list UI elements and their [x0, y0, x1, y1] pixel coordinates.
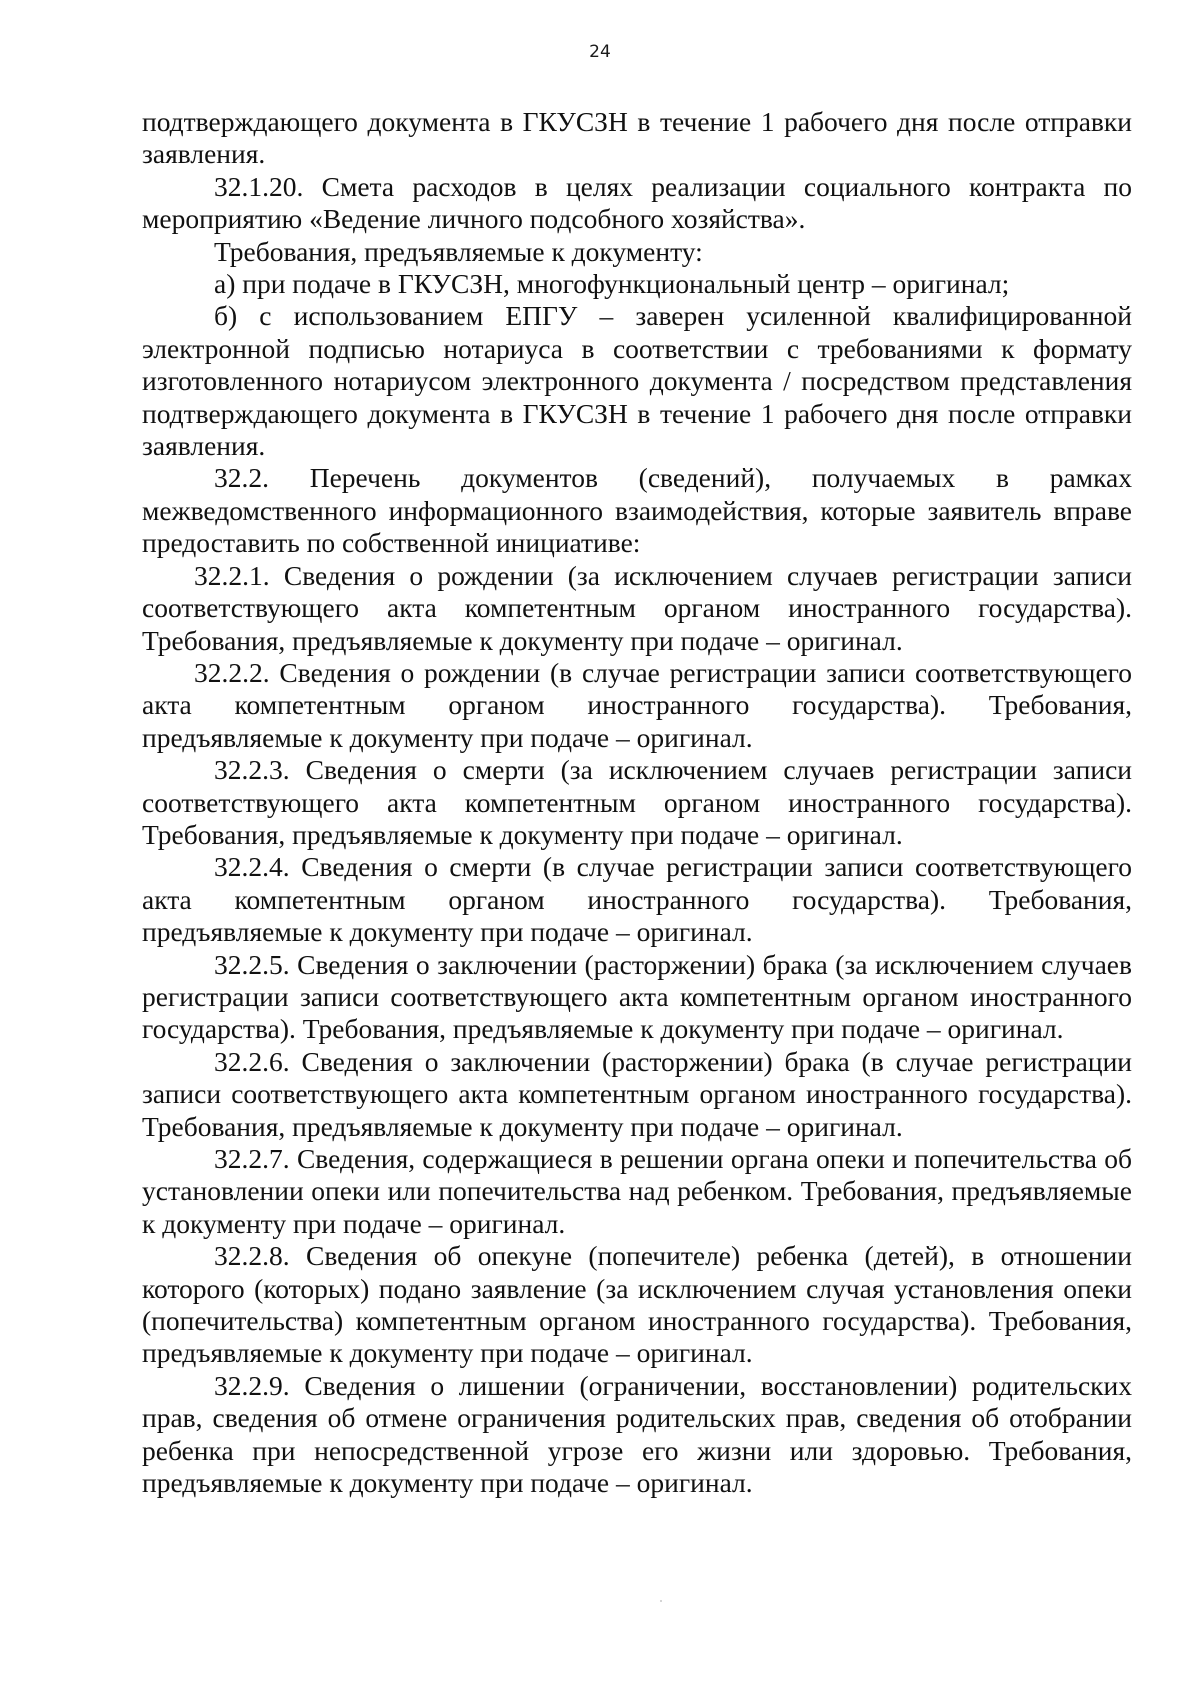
document-body	[142, 106, 1132, 1499]
paragraph-32-2-2: 32.2.2. Сведения о рождении (в случае регистрации записи соответствующего акта компетентным органом иностранного государства). Требования, предъявляемые к документу при подаче – оригинал.	[142, 656, 1132, 753]
paragraph-32-2: 32.2. Перечень документов (сведений), получаемых в рамках межведомственного информационного взаимодействия, которые заявитель вправе предоставить по собственной инициативе:	[142, 462, 1132, 559]
paragraph-32-2-7: 32.2.7. Сведения, содержащиеся в решении органа опеки и попечительства об установлении опеки или попечительства над ребенком. Требования, предъявляемые к документу при подаче – оригинал.	[142, 1143, 1132, 1239]
paragraph-32-2-3: 32.2.3. Сведения о смерти (за исключением случаев регистрации записи соответствующего акта компетентным органом иностранного государства). Требования, предъявляемые к документу при подаче – оригинал.	[142, 754, 1132, 850]
page-number: 24	[589, 42, 611, 62]
scan-speck	[660, 1600, 662, 1602]
paragraph-32-2-4: 32.2.4. Сведения о смерти (в случае регистрации записи соответствующего акта компетентным органом иностранного государства). Требования, предъявляемые к документу при подаче – оригинал.	[142, 851, 1132, 948]
paragraph-32-2-8: 32.2.8. Сведения об опекуне (попечителе) ребенка (детей), в отношении которого (которых) подано заявление (за исключением случая установления опеки (попечительства) компетентным органом иностранного государства). Требования, предъявляемые к документу при подаче – оригинал.	[142, 1240, 1132, 1369]
paragraph-32-2-1: 32.2.1. Сведения о рождении (за исключением случаев регистрации записи соответствующего акта компетентным органом иностранного государства). Требования, предъявляемые к документу при подаче – оригинал.	[142, 559, 1132, 656]
paragraph-32-1-20: 32.1.20. Смета расходов в целях реализации социального контракта по мероприятию «Ведение личного подсобного хозяйства».	[142, 170, 1132, 235]
paragraph-item-b: б) с использованием ЕПГУ – заверен усиленной квалифицированной электронной подписью нотариуса в соответствии с требованиями к формату изготовленного нотариусом электронного документа / посредством представления подтверждающего документа в ГКУСЗН в течение 1 рабочего дня после отправки заявления.	[142, 300, 1132, 462]
paragraph-32-2-6: 32.2.6. Сведения о заключении (расторжении) брака (в случае регистрации записи соответствующего акта компетентным органом иностранного государства). Требования, предъявляемые к документу при подаче – оригинал.	[142, 1045, 1132, 1142]
paragraph-continuation: подтверждающего документа в ГКУСЗН в течение 1 рабочего дня после отправки заявления.	[142, 106, 1132, 170]
paragraph-item-a: а) при подаче в ГКУСЗН, многофункциональный центр – оригинал;	[214, 268, 1010, 300]
paragraph-requirements: Требования, предъявляемые к документу:	[214, 235, 703, 267]
paragraph-32-2-9: 32.2.9. Сведения о лишении (ограничении, восстановлении) родительских прав, сведения об отмене ограничения родительских прав, сведения об отобрании ребенка при непосредственной угрозе его жизни или здоровью. Требования, предъявляемые к документу при подаче – оригинал.	[142, 1369, 1132, 1499]
paragraph-32-2-5: 32.2.5. Сведения о заключении (расторжении) брака (за исключением случаев регистрации записи соответствующего акта компетентным органом иностранного государства). Требования, предъявляемые к документу при подаче – оригинал.	[142, 948, 1132, 1045]
